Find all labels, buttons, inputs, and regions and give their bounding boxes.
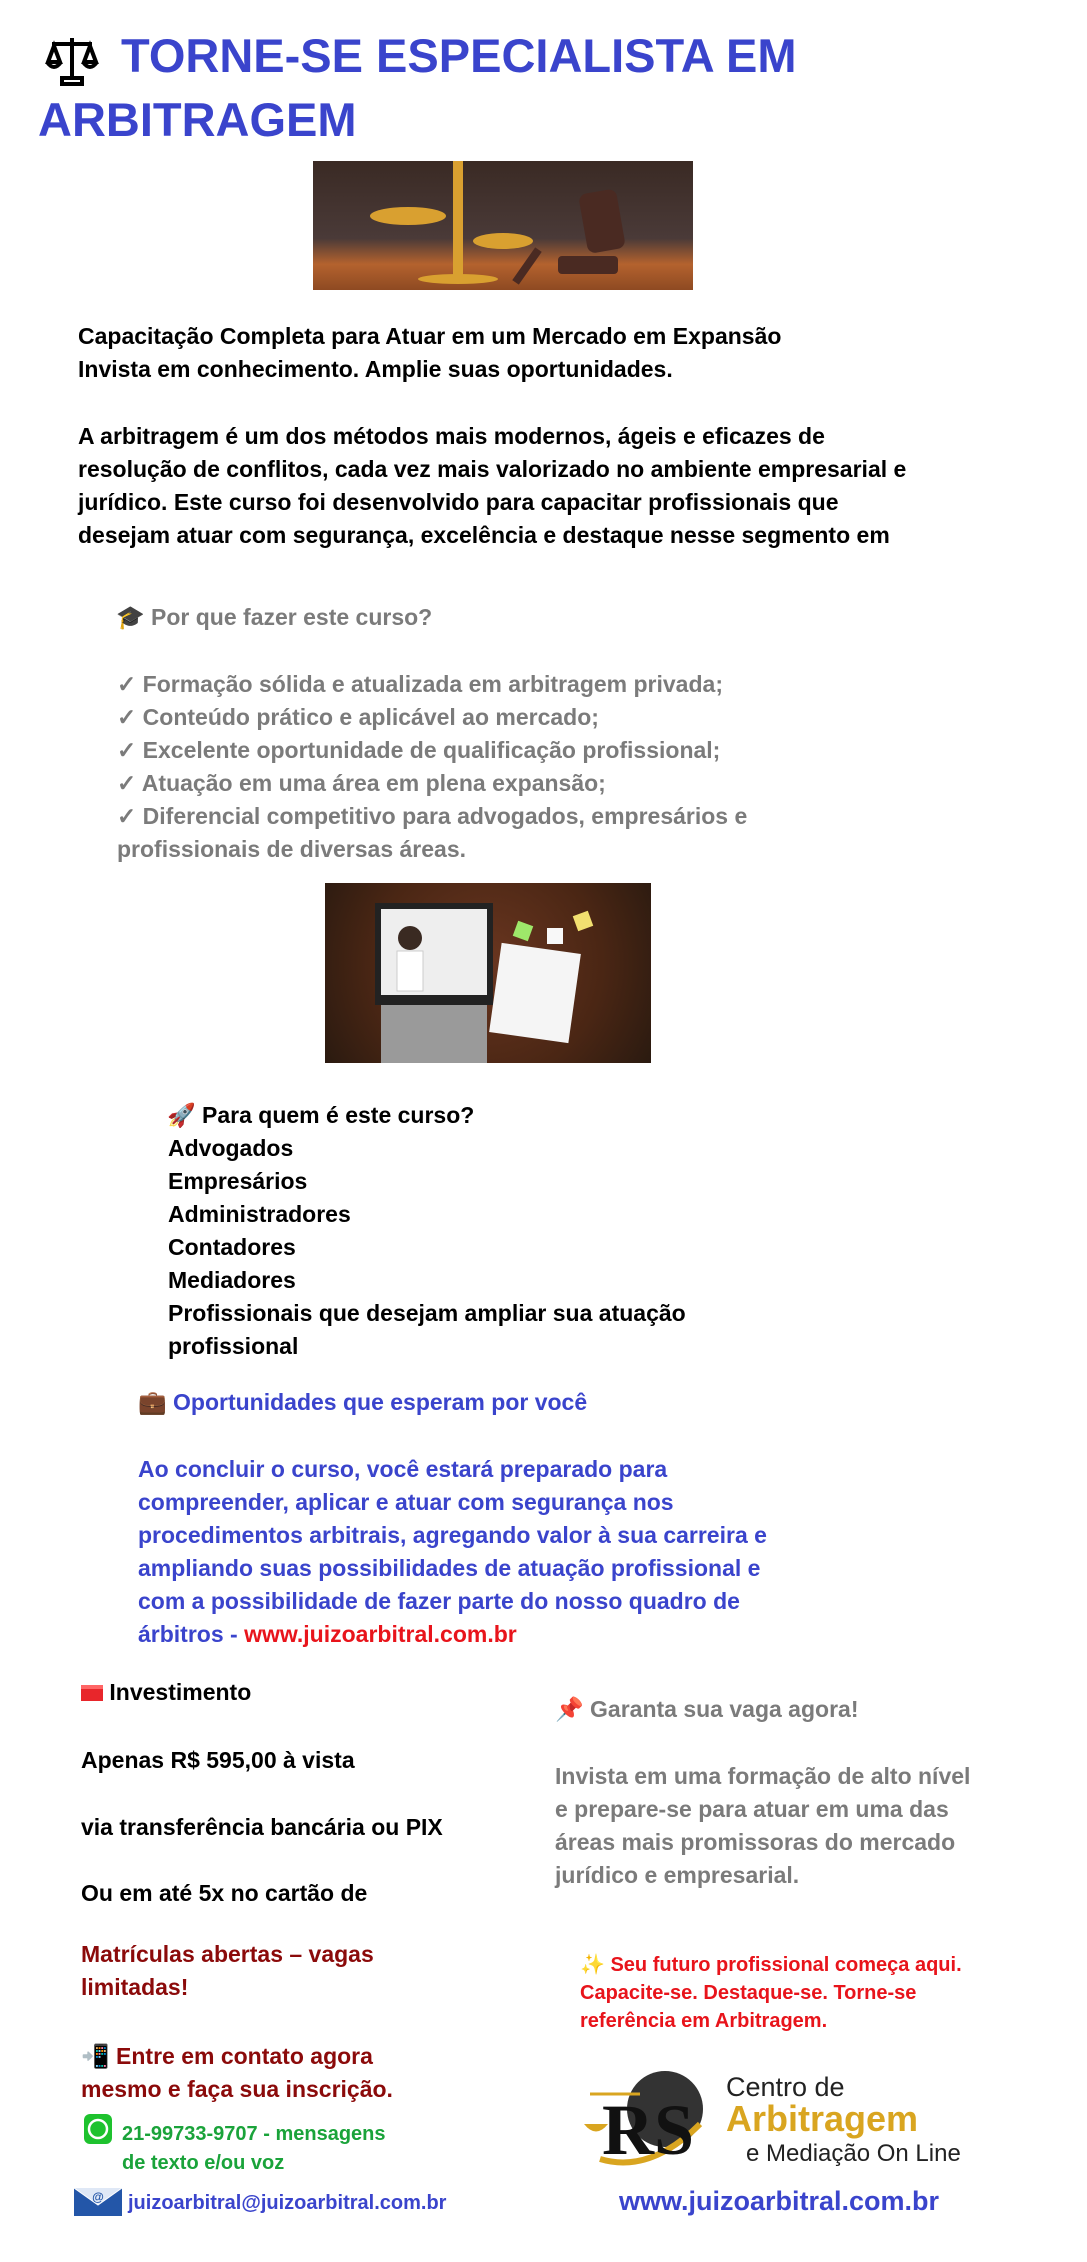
pushpin-icon: 📌 <box>555 1696 584 1722</box>
tagline-line: referência em Arbitragem. <box>580 2010 828 2032</box>
briefcase-icon: 💼 <box>138 1389 167 1415</box>
enrollment-line: limitadas! <box>81 1974 189 2000</box>
rocket-icon: 🚀 <box>167 1102 196 1128</box>
cta-heading-text: Garanta sua vaga agora! <box>590 1696 859 1722</box>
list-item: Empresários <box>168 1168 308 1194</box>
balance-scale-icon <box>44 34 100 86</box>
list-item: ✓ Excelente oportunidade de qualificação profissional; <box>117 737 721 763</box>
contact-line: mesmo e faça sua inscrição. <box>81 2076 393 2102</box>
list-item: Mediadores <box>168 1267 296 1293</box>
opportunities-paragraph <box>138 1453 767 1651</box>
tagline <box>580 1951 962 2035</box>
paragraph-line: A arbitragem é um dos métodos mais modernos, ágeis e eficazes de <box>78 423 825 449</box>
tagline-line: Capacite-se. Destaque-se. Torne-se <box>580 1982 917 2004</box>
audience-heading <box>167 1099 474 1132</box>
enrollment-text <box>81 1938 374 2004</box>
paragraph-line: Ao concluir o curso, você estará preparado para <box>138 1456 668 1482</box>
logo <box>580 2064 1010 2170</box>
why-list <box>117 668 747 866</box>
opportunities-heading <box>138 1386 587 1419</box>
svg-text:@: @ <box>92 2190 104 2204</box>
logo-initials: RS <box>602 2090 695 2170</box>
list-item: Profissionais que desejam ampliar sua atuação <box>168 1300 686 1326</box>
list-item: ✓ Conteúdo prático e aplicável ao mercado; <box>117 704 599 730</box>
page-title-line2: ARBITRAGEM <box>38 93 357 146</box>
website-link[interactable]: www.juizoarbitral.com.br <box>244 1621 517 1647</box>
price-text: Apenas R$ 595,00 à vista <box>81 1747 355 1773</box>
investment-heading <box>81 1676 251 1709</box>
credit-card-icon <box>81 1685 103 1701</box>
logo-line2: Arbitragem <box>726 2098 919 2139</box>
paragraph-line: compreender, aplicar e atuar com segurança nos <box>138 1489 674 1515</box>
intro-line: Invista em conhecimento. Amplie suas oportunidades. <box>78 356 673 382</box>
email-envelope-icon <box>73 2187 123 2217</box>
installments-text: Ou em até 5x no cartão de <box>81 1880 368 1906</box>
cta-heading <box>555 1693 858 1726</box>
website-link-footer[interactable]: www.juizoarbitral.com.br <box>619 2186 940 2216</box>
cta-paragraph <box>555 1760 970 1892</box>
list-item: ✓ Atuação em uma área em plena expansão; <box>117 770 606 796</box>
phone-line: de texto e/ou voz <box>122 2152 285 2174</box>
contact-line <box>81 2040 393 2073</box>
scales-gavel-image <box>313 161 693 290</box>
paragraph-line: procedimentos arbitrais, agregando valor à sua carreira e <box>138 1522 767 1548</box>
phone-number[interactable] <box>122 2120 386 2178</box>
list-item: Contadores <box>168 1234 296 1260</box>
paragraph-line: desejam atuar com segurança, excelência e destaque nesse segmento em <box>78 522 890 548</box>
list-item: Administradores <box>168 1201 351 1227</box>
paragraph-line: resolução de conflitos, cada vez mais valorizado no ambiente empresarial e <box>78 456 907 482</box>
paragraph-line: Invista em uma formação de alto nível <box>555 1763 971 1789</box>
list-item: profissionais de diversas áreas. <box>117 836 467 862</box>
contact-text <box>81 2040 393 2106</box>
paragraph-line: jurídico. Este curso foi desenvolvido para capacitar profissionais que <box>78 489 839 515</box>
sparkles-icon: ✨ <box>580 1954 605 1976</box>
intro-line: Capacitação Completa para Atuar em um Mercado em Expansão <box>78 323 782 349</box>
list-item: Advogados <box>168 1135 294 1161</box>
payment-method-text: via transferência bancária ou PIX <box>81 1814 443 1840</box>
enrollment-line: Matrículas abertas – vagas <box>81 1941 374 1967</box>
graduation-cap-icon: 🎓 <box>116 604 145 630</box>
investment-heading-text: Investimento <box>109 1679 252 1705</box>
why-heading-text: Por que fazer este curso? <box>151 604 433 630</box>
paragraph-line: com a possibilidade de fazer parte do nosso quadro de <box>138 1588 740 1614</box>
logo-line3: e Mediação On Line <box>746 2140 961 2167</box>
logo-line1: Centro de <box>726 2072 845 2102</box>
tagline-line <box>580 1951 962 1979</box>
paragraph-line: ampliando suas possibilidades de atuação profissional e <box>138 1555 761 1581</box>
audience-list <box>168 1132 686 1363</box>
email-link[interactable]: juizoarbitral@juizoarbitral.com.br <box>128 2192 447 2214</box>
audience-heading-text: Para quem é este curso? <box>202 1102 475 1128</box>
phone-line: 21-99733-9707 - mensagens <box>122 2123 386 2145</box>
opportunities-heading-text: Oportunidades que esperam por você <box>173 1389 588 1415</box>
list-item: profissional <box>168 1333 299 1359</box>
online-class-image <box>325 883 651 1063</box>
paragraph-line: e prepare-se para atuar em uma das <box>555 1796 949 1822</box>
mobile-phone-arrow-icon: 📲 <box>81 2043 110 2069</box>
list-item: ✓ Formação sólida e atualizada em arbitragem privada; <box>117 671 723 697</box>
paragraph-line: áreas mais promissoras do mercado <box>555 1829 956 1855</box>
list-item: ✓ Diferencial competitivo para advogados, empresários e <box>117 803 748 829</box>
why-heading <box>116 601 432 634</box>
paragraph-text: árbitros - <box>138 1621 245 1647</box>
whatsapp-icon[interactable] <box>84 2114 112 2144</box>
paragraph-line: jurídico e empresarial. <box>555 1862 800 1888</box>
page-title-line1: TORNE-SE ESPECIALISTA EM <box>121 29 797 82</box>
contact-text-line: Entre em contato agora <box>116 2043 373 2069</box>
tagline-text: Seu futuro profissional começa aqui. <box>610 1954 962 1976</box>
paragraph-line <box>138 1618 767 1651</box>
intro-paragraph <box>78 420 906 552</box>
intro-subtitle <box>78 320 781 386</box>
